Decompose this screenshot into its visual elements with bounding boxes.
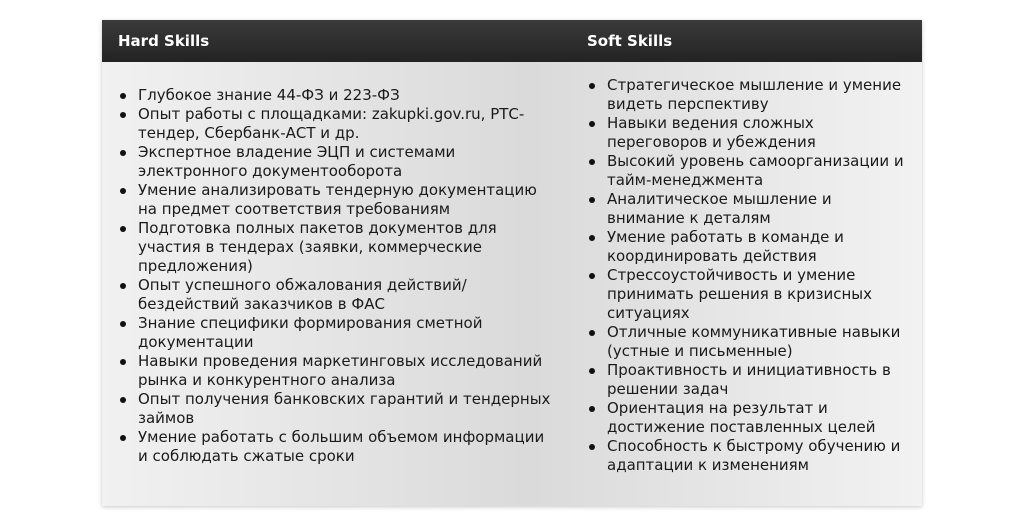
list-item: Навыки ведения сложных переговоров и убеждения: [587, 114, 907, 152]
list-item: Опыт получения банковских гарантий и тендерных займов: [118, 390, 558, 428]
header-soft-skills: Soft Skills: [587, 32, 673, 50]
hard-skills-list: [118, 86, 558, 466]
list-item: Способность к быстрому обучению и адаптации к изменениям: [587, 437, 907, 475]
list-item: Стратегическое мышление и умение видеть перспективу: [587, 76, 907, 114]
list-item: Отличные коммуникативные навыки (устные и письменные): [587, 323, 907, 361]
list-item: Умение работать в команде и координировать действия: [587, 228, 907, 266]
list-item: Аналитическое мышление и внимание к деталям: [587, 190, 907, 228]
list-item: Опыт работы с площадками: zakupki.gov.ru, РТС-тендер, Сбербанк-АСТ и др.: [118, 105, 558, 143]
list-item: Стрессоустойчивость и умение принимать решения в кризисных ситуациях: [587, 266, 907, 323]
list-item: Проактивность и инициативность в решении задач: [587, 361, 907, 399]
list-item: Глубокое знание 44-ФЗ и 223-ФЗ: [118, 86, 558, 105]
list-item: Умение анализировать тендерную документацию на предмет соответствия требованиям: [118, 181, 558, 219]
list-item: Ориентация на результат и достижение поставленных целей: [587, 399, 907, 437]
list-item: Умение работать с большим объемом информации и соблюдать сжатые сроки: [118, 428, 558, 466]
list-item: Навыки проведения маркетинговых исследований рынка и конкурентного анализа: [118, 352, 558, 390]
list-item: Знание специфики формирования сметной документации: [118, 314, 558, 352]
list-item: Опыт успешного обжалования действий/бездействий заказчиков в ФАС: [118, 276, 558, 314]
list-item: Подготовка полных пакетов документов для участия в тендерах (заявки, коммерческие предложения): [118, 219, 558, 276]
soft-skills-list: [587, 76, 907, 475]
header-hard-skills: Hard Skills: [118, 32, 210, 50]
list-item: Высокий уровень самоорганизации и тайм-менеджмента: [587, 152, 907, 190]
table-header: [102, 20, 922, 62]
skills-table: [102, 20, 922, 506]
list-item: Экспертное владение ЭЦП и системами электронного документооборота: [118, 143, 558, 181]
